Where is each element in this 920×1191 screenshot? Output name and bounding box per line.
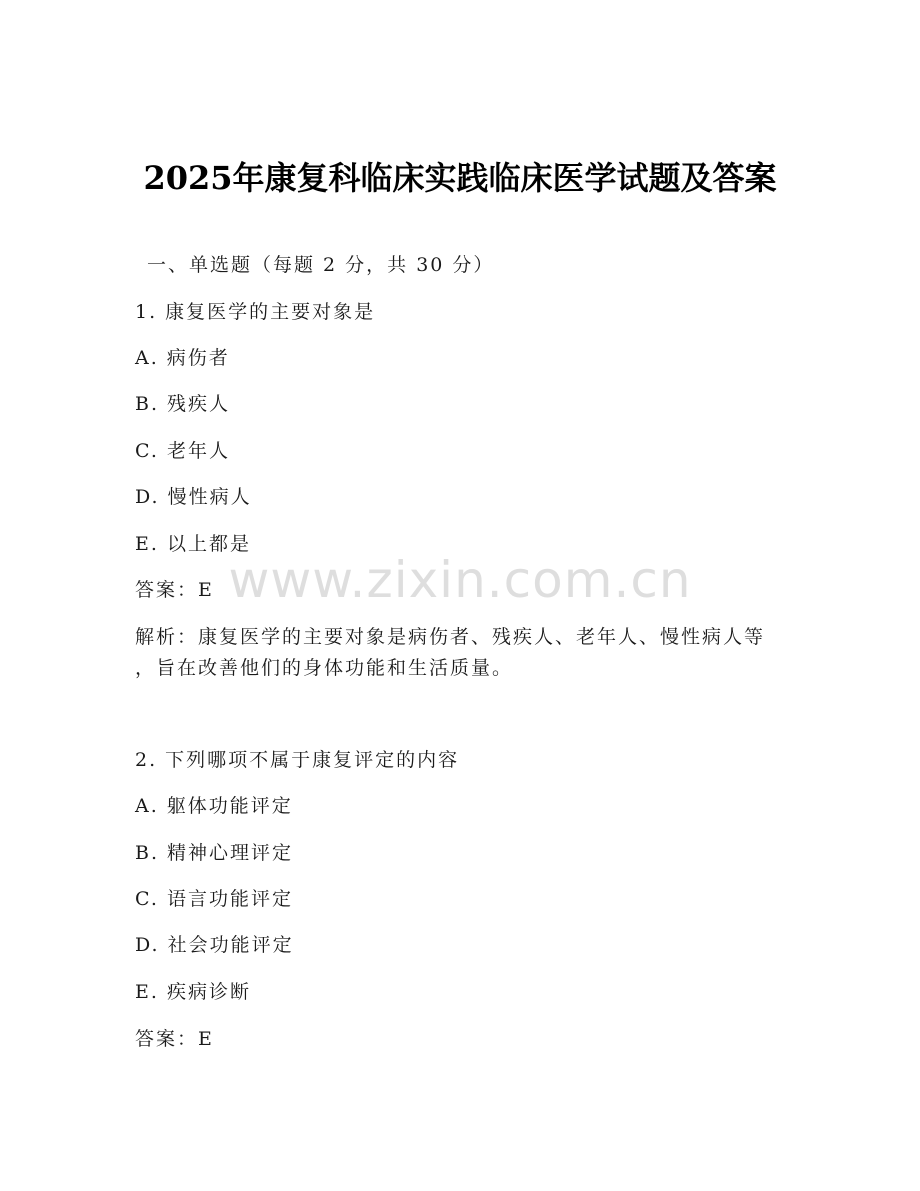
question-1-option-b: B. 残疾人	[135, 393, 231, 415]
question-2-option-a: A. 躯体功能评定	[135, 795, 293, 817]
question-1-option-d: D. 慢性病人	[135, 486, 252, 508]
question-1-stem: 1. 康复医学的主要对象是	[135, 301, 376, 323]
question-2-option-e: E. 疾病诊断	[135, 981, 251, 1003]
document-title: 2025年康复科临床实践临床医学试题及答案	[143, 159, 777, 197]
question-1-explanation-line-1: 解析：康复医学的主要对象是病伤者、残疾人、老年人、慢性病人等	[135, 626, 766, 648]
question-1-option-a: A. 病伤者	[135, 347, 230, 369]
question-2-option-c: C. 语言功能评定	[135, 888, 293, 910]
question-2-option-b: B. 精神心理评定	[135, 842, 294, 864]
section-heading: 一、单选题（每题 2 分，共 30 分）	[147, 254, 495, 276]
question-1-explanation-line-2: ，旨在改善他们的身体功能和生活质量。	[135, 657, 514, 679]
question-2-answer: 答案：E	[135, 1028, 214, 1050]
question-1-option-e: E. 以上都是	[135, 533, 251, 555]
question-2-stem: 2. 下列哪项不属于康复评定的内容	[135, 749, 460, 771]
question-1-option-c: C. 老年人	[135, 440, 230, 462]
question-2-option-d: D. 社会功能评定	[135, 934, 294, 956]
question-1-answer: 答案：E	[135, 579, 214, 601]
watermark: www.zixin.com.cn	[228, 551, 692, 609]
